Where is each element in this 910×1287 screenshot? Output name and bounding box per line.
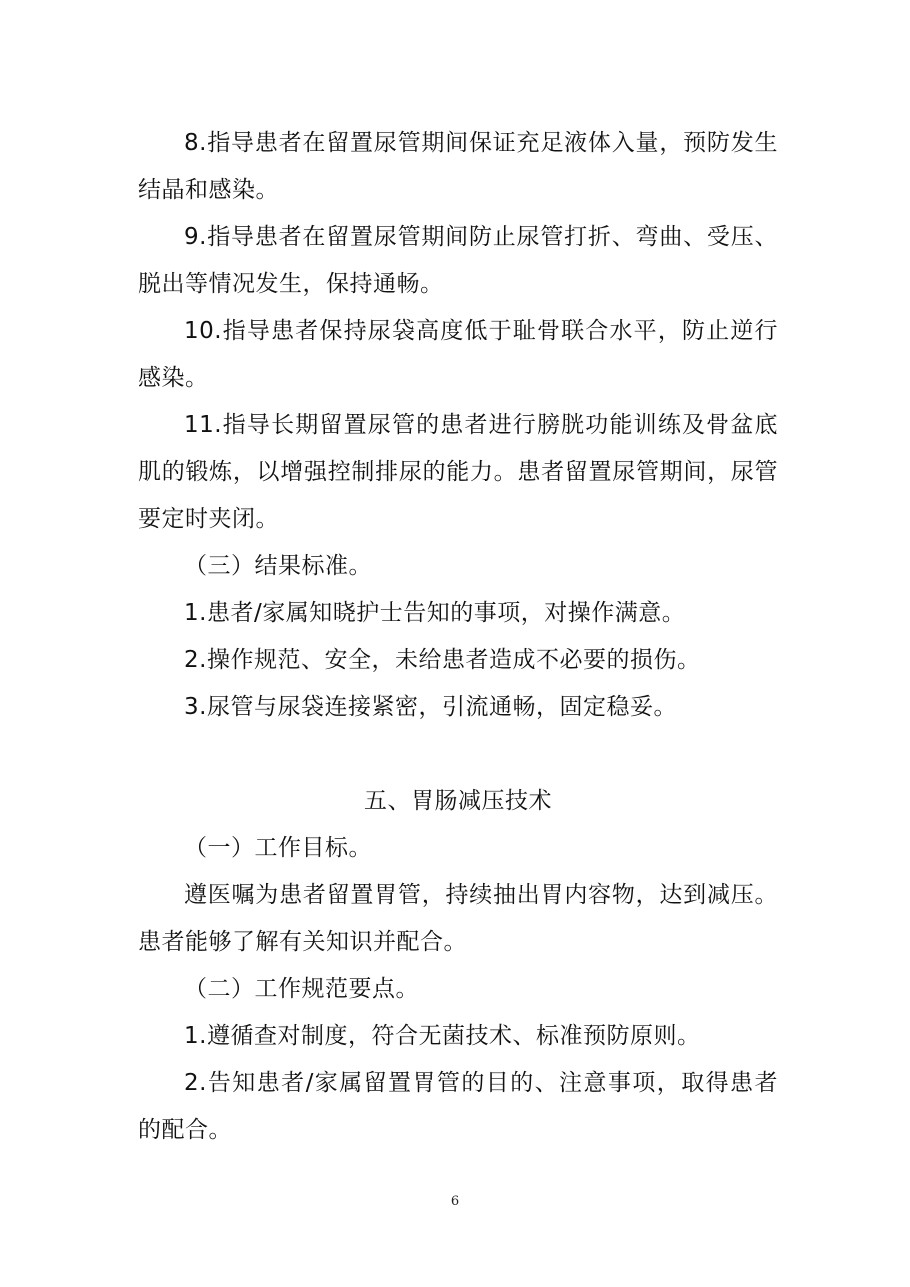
section-spacer <box>138 731 778 778</box>
paragraph-item-9: 9.指导患者在留置尿管期间防止尿管打折、弯曲、受压、脱出等情况发生，保持通畅。 <box>138 224 778 297</box>
subheading-work-norms: （二）工作规范要点。 <box>184 976 419 1002</box>
norm-item-1: 1.遵循查对制度，符合无菌技术、标准预防原则。 <box>184 1023 701 1049</box>
paragraph-item-11: 11.指导长期留置尿管的患者进行膀胱功能训练及骨盆底肌的锻炼，以增强控制排尿的能力。患者留置尿管期间，尿管要定时夹闭。 <box>138 412 778 532</box>
subheading-work-goal: （一）工作目标。 <box>184 835 372 861</box>
section-heading: 五、胃肠减压技术 <box>364 788 552 814</box>
norm-item-2: 2.告知患者/家属留置胃管的目的、注意事项，取得患者的配合。 <box>138 1070 778 1143</box>
paragraph-item-10: 10.指导患者保持尿袋高度低于耻骨联合水平，防止逆行感染。 <box>138 318 778 391</box>
result-item-1: 1.患者/家属知晓护士告知的事项，对操作满意。 <box>184 600 686 626</box>
work-goal-text: 遵医嘱为患者留置胃管，持续抽出胃内容物，达到减压。患者能够了解有关知识并配合。 <box>138 882 778 955</box>
paragraph-item-8: 8.指导患者在留置尿管期间保证充足液体入量，预防发生结晶和感染。 <box>138 130 778 203</box>
page-number: 6 <box>450 1194 460 1209</box>
subheading-result-standard: （三）结果标准。 <box>184 553 372 579</box>
result-item-2: 2.操作规范、安全，未给患者造成不必要的损伤。 <box>184 647 701 673</box>
document-body <box>138 120 778 1154</box>
result-item-3: 3.尿管与尿袋连接紧密，引流通畅，固定稳妥。 <box>184 694 677 720</box>
